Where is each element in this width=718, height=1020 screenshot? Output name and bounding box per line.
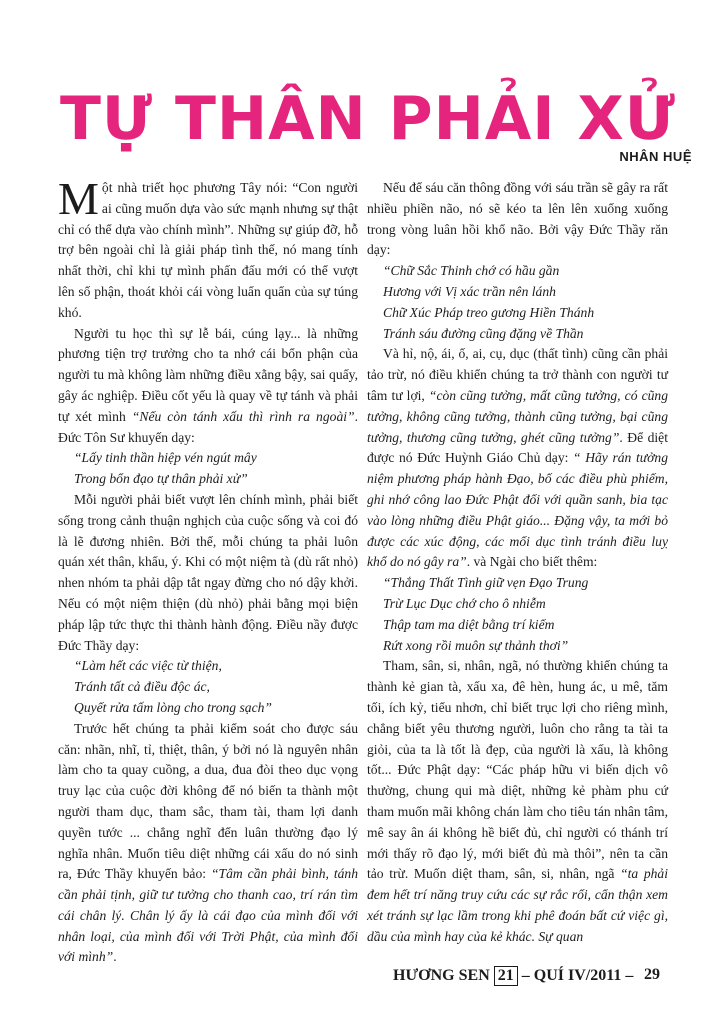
paragraph-7 bbox=[367, 656, 668, 947]
text-span: . và Ngài cho biết thêm: bbox=[466, 554, 598, 570]
text-span: . Đức Tôn Sư khuyến dạy: bbox=[58, 408, 358, 445]
text-span: Và hỉ, nộ, ái, ố, ai, cụ, dục (thất tình) cũng cần phải tảo trừ, nó điều khiển chúng ta trở thành con người tư tâm tư lợi, bbox=[367, 346, 668, 403]
right-column bbox=[367, 178, 668, 947]
page-footer bbox=[393, 966, 683, 986]
verse-line: “Thắng Thất Tình giữ vẹn Đạo Trung bbox=[383, 575, 589, 591]
verse-line: Quyết rửa tấm lòng cho trong sạch” bbox=[74, 699, 272, 715]
quote-span: “còn cũng tưởng, mất cũng tưởng, có cũng tưởng, không cũng tưởng, thành cũng tưởng, bại cũng tưởng, thương cũng tưởng, ghét cũng tưởng” bbox=[367, 387, 668, 445]
paragraph-5: Nếu để sáu căn thông đồng với sáu trần sẽ gây ra rất nhiều phiền não, nó sẽ kéo ta lên lên xuống xuống trong vòng luân hồi khổ não. Bởi vậy Đức Thầy răn dạy: bbox=[367, 180, 668, 258]
article-title-text: TỰ THÂN PHẢI XỬ bbox=[60, 84, 676, 154]
verse-line: Trừ Lục Dục chớ cho ô nhiễm bbox=[383, 595, 546, 611]
verse-line: Tránh tất cả điều độc ác, bbox=[74, 679, 210, 695]
verse-line: Chữ Xúc Pháp treo gương Hiền Thánh bbox=[383, 304, 595, 320]
paragraph-intro-text: ột nhà triết học phương Tây nói: “Con người ai cũng muốn dựa vào sức mạnh nhưng sự thật chỉ có thể dựa vào chính mình”. Những sự giúp đỡ, hỗ trợ bên ngoài chỉ là giải pháp tình thế, nó mang tính nhất thời, chỉ khi tự mình phấn đấu mới có thể vượt lên số phận, thoát khỏi cái vòng luẩn quẩn của sự túng khó. bbox=[58, 180, 358, 320]
quote-span: “Nếu còn tánh xấu thì rình ra ngoài” bbox=[131, 408, 355, 424]
text-span: . Để diệt được nó Đức Huỳnh Giáo Chủ dạy: bbox=[367, 429, 668, 466]
verse-line: “Lấy tinh thần hiệp vén ngút mây bbox=[74, 450, 257, 466]
quote-span: “ta phải đem hết trí năng truy cứu các sự rắc rối, cẩn thận xem xét tránh sự lạc lầm trong khi phê đoán bất cứ việc gì, dầu của mình hay của kẻ khác. Sự quan bbox=[367, 866, 669, 944]
verse-line: Trong bổn đạo tự thân phải xử” bbox=[74, 471, 248, 487]
text-span: . bbox=[113, 949, 117, 965]
paragraph-6 bbox=[367, 344, 668, 573]
text-span: Tham, sân, si, nhân, ngã, nó thường khiến chúng ta thành kẻ gian tà, xấu xa, đê hèn, hung ác, u mê, tăm tối, ích kỷ, tiểu nhơn, chỉ biết trục lợi cho riêng mình, chẳng biết yêu thương người, luôn cho rằng ta tài ta giỏi, của ta là tốt là đẹp, của người là xấu, là không tốt... Đức Phật dạy: “Các pháp hữu vi biến dịch vô thường, chung qui mà diệt, những kẻ phàm phu cứ tham muốn mãi không chán làm cho tiêu tán nhân tâm, mê say ân ái không hề biết đủ, chỉ người có thánh trí mới thấy rõ đạo lý, mới biết đủ mà thôi”, nên ta cần tảo trừ. Muốn diệt tham, sân, si, nhân, ngã bbox=[367, 658, 668, 882]
quote-span: “Tâm cần phải bình, tánh cần phải tịnh, giữ tư tưởng cho thanh cao, trí rán tìm cái chân lý. Chân lý ấy là cái đạo của mình đối với nhân loại, của mình đối với Trời Phật, của mình đối với mình” bbox=[58, 866, 359, 965]
text-span: Trước hết chúng ta phải kiểm soát cho được sáu căn: nhãn, nhĩ, tỉ, thiệt, thân, ý bởi nó là nguyên nhân làm cho ta quay cuồng, a dua, đua đòi theo dục vọng truy lạc của cuộc đời không để nó biến ta thành một người tham dục, tham sắc, tham tài, tham lợi danh quyền tước ... chẳng nghĩ đến luân thường đạo lý nghĩa nhân. Muốn tiêu diệt những cái xấu do nó sinh ra, Đức Thầy khuyến bảo: bbox=[58, 720, 358, 882]
article-author: NHÂN HUỆ bbox=[619, 149, 692, 164]
paragraph-4 bbox=[58, 719, 358, 969]
verse-line: “Làm hết các việc từ thiện, bbox=[74, 658, 222, 674]
drop-cap: M bbox=[58, 173, 99, 224]
page-number: 29 bbox=[644, 966, 660, 983]
issue-number: 21 bbox=[494, 966, 518, 986]
magazine-name: HƯƠNG SEN bbox=[393, 967, 490, 984]
verse-line: Thập tam ma diệt bằng trí kiếm bbox=[383, 616, 555, 632]
text-span: Người tu học thì sự lễ bái, cúng lạy... là những phương tiện trợ trưởng cho ta nhớ cái bổn phận của người tu mà không làm những điều xằng bậy, sai quấy, gây ác nghiệp. Điều cốt yếu là quay về tự tánh và phải tự xét mình bbox=[58, 325, 358, 424]
left-column bbox=[58, 173, 359, 968]
paragraph-2 bbox=[58, 324, 358, 449]
quote-span: “ Hãy rán tưởng niệm phương pháp hành Đạo, bố các điều phù phiếm, ghi nhớ công lao Đức Phật đối với quần sanh, bia tạc vào lòng những điều Phật giáo... Đặng vậy, ta mới bỏ được các xúc động, các mối dục tình tránh điều luỵ khổ do nó gây ra” bbox=[367, 450, 668, 570]
verse-line: Rứt xong rồi muôn sự thảnh thơi” bbox=[383, 637, 569, 653]
article-title bbox=[60, 84, 700, 154]
verse-line: “Chữ Sắc Thinh chớ có hầu gần bbox=[383, 263, 560, 279]
verse-line: Tránh sáu đường cũng đặng về Thần bbox=[383, 325, 584, 341]
paragraph-3: Mỗi người phải biết vượt lên chính mình, phải biết sống trong cảnh thuận nghịch của cuộc sống và coi đó là lẽ đương nhiên. Bởi thế, mỗi chúng ta phải luôn quán xét thân, khẩu, ý. Khi có một niệm tà (dù rất nhỏ) nhen nhóm ta phải dập tắt ngay đừng cho nó dậy khởi. Nếu có một niệm thiện (dù nhỏ) phải bằng mọi biện pháp lập tức thực thi thành hành động. Điều nầy được Đức Thầy dạy: bbox=[58, 491, 358, 653]
verse-line: Hương với Vị xác trần nên lánh bbox=[383, 283, 556, 299]
paragraph-intro bbox=[58, 173, 358, 324]
issue-quarter: – QUÍ IV/2011 – bbox=[521, 967, 634, 984]
